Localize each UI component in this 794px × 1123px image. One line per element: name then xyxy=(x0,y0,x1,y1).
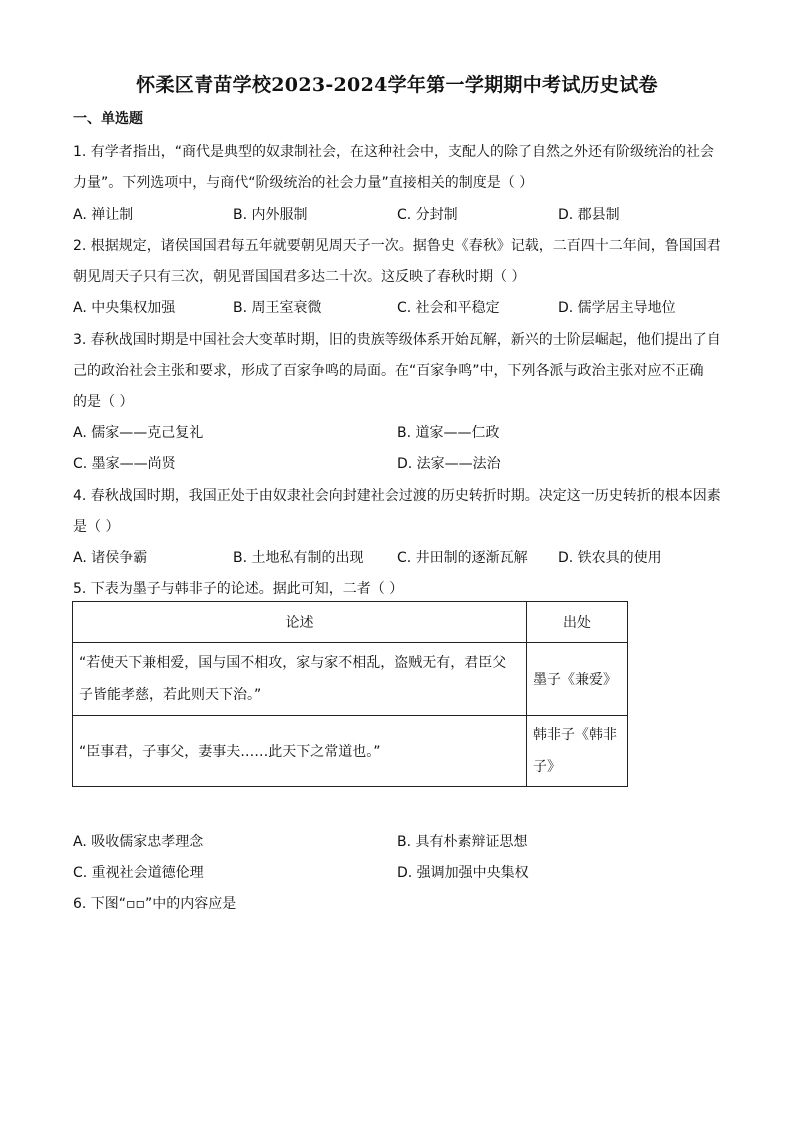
quote-line: “臣事君，子事父，妻事夫……此天下之常道也。” xyxy=(79,744,381,760)
q3-stem-line2: 己的政治社会主张和要求，形成了百家争鸣的局面。在“百家争鸣”中，下列各派与政治主张对应不正确 xyxy=(73,363,704,379)
exam-title: 怀柔区青苗学校2023-2024学年第一学期期中考试历史试卷 xyxy=(136,74,658,96)
q3-stem-line3: 的是（ ） xyxy=(73,394,134,410)
table-header-source: 出处 xyxy=(527,602,628,643)
q4-stem-line2: 是（ ） xyxy=(73,519,120,535)
q1-option-b[interactable]: B. 内外服制 xyxy=(233,207,308,223)
q1-stem-line2: 力量”。下列选项中，与商代“阶级统治的社会力量”直接相关的制度是（ ） xyxy=(73,175,534,191)
q3-option-b[interactable]: B. 道家——仁政 xyxy=(397,425,500,441)
q3-option-c[interactable]: C. 墨家——尚贤 xyxy=(73,456,176,472)
quote-line: 子皆能孝慈，若此则天下治。” xyxy=(79,687,262,703)
table-cell-quote xyxy=(73,716,527,787)
q2-option-b[interactable]: B. 周王室衰微 xyxy=(233,300,322,316)
q1-option-c[interactable]: C. 分封制 xyxy=(397,207,458,223)
q4-option-b[interactable]: B. 土地私有制的出现 xyxy=(233,550,364,566)
q2-option-d[interactable]: D. 儒学居主导地位 xyxy=(558,300,676,316)
q2-option-a[interactable]: A. 中央集权加强 xyxy=(73,300,176,316)
q5-option-d[interactable]: D. 强调加强中央集权 xyxy=(397,865,529,881)
q4-stem-line1: 4. 春秋战国时期，我国正处于由奴隶社会向封建社会过渡的历史转折时期。决定这一历史转折的根本因素 xyxy=(73,488,721,504)
q4-option-a[interactable]: A. 诸侯争霸 xyxy=(73,550,148,566)
quote-line: “若使天下兼相爱，国与国不相攻，家与家不相乱，盗贼无有，君臣父 xyxy=(79,655,507,671)
source-line: 墨子《兼爱》 xyxy=(533,672,617,688)
q5-option-b[interactable]: B. 具有朴素辩证思想 xyxy=(397,834,528,850)
q3-option-a[interactable]: A. 儒家——克己复礼 xyxy=(73,425,204,441)
q6-stem-line1: 6. 下图“▫▫”中的内容应是 xyxy=(73,896,237,912)
section-heading: 一、单选题 xyxy=(73,111,143,127)
source-line: 韩非子《韩非 xyxy=(533,727,617,743)
q5-option-a[interactable]: A. 吸收儒家忠孝理念 xyxy=(73,834,204,850)
q3-stem-line1: 3. 春秋战国时期是中国社会大变革时期，旧的贵族等级体系开始瓦解，新兴的士阶层崛起，他们提出了自 xyxy=(73,332,721,348)
q5-table xyxy=(72,601,628,787)
q5-option-c[interactable]: C. 重视社会道德伦理 xyxy=(73,865,204,881)
table-cell-source xyxy=(527,716,628,787)
q2-option-c[interactable]: C. 社会和平稳定 xyxy=(397,300,500,316)
q2-stem-line2: 朝见周天子只有三次，朝见晋国国君多达二十次。这反映了春秋时期（ ） xyxy=(73,269,526,285)
table-cell-quote xyxy=(73,643,527,716)
source-line: 子》 xyxy=(533,759,561,775)
table-row xyxy=(73,643,628,716)
q2-stem-line1: 2. 根据规定，诸侯国国君每五年就要朝见周天子一次。据鲁史《春秋》记载，二百四十二年间，鲁国国君 xyxy=(73,238,721,254)
q4-option-c[interactable]: C. 井田制的逐渐瓦解 xyxy=(397,550,528,566)
table-row xyxy=(73,716,628,787)
q1-stem-line1: 1. 有学者指出，“商代是典型的奴隶制社会，在这种社会中，支配人的除了自然之外还有阶级统治的社会 xyxy=(73,144,715,160)
q3-option-d[interactable]: D. 法家——法治 xyxy=(397,456,501,472)
q4-option-d[interactable]: D. 铁农具的使用 xyxy=(558,550,662,566)
q1-option-a[interactable]: A. 禅让制 xyxy=(73,207,134,223)
table-header-row xyxy=(73,602,628,643)
table-header-statement: 论述 xyxy=(73,602,527,643)
table-cell-source xyxy=(527,643,628,716)
q1-option-d[interactable]: D. 郡县制 xyxy=(558,207,620,223)
q5-stem-line1: 5. 下表为墨子与韩非子的论述。据此可知，二者（ ） xyxy=(73,581,404,597)
